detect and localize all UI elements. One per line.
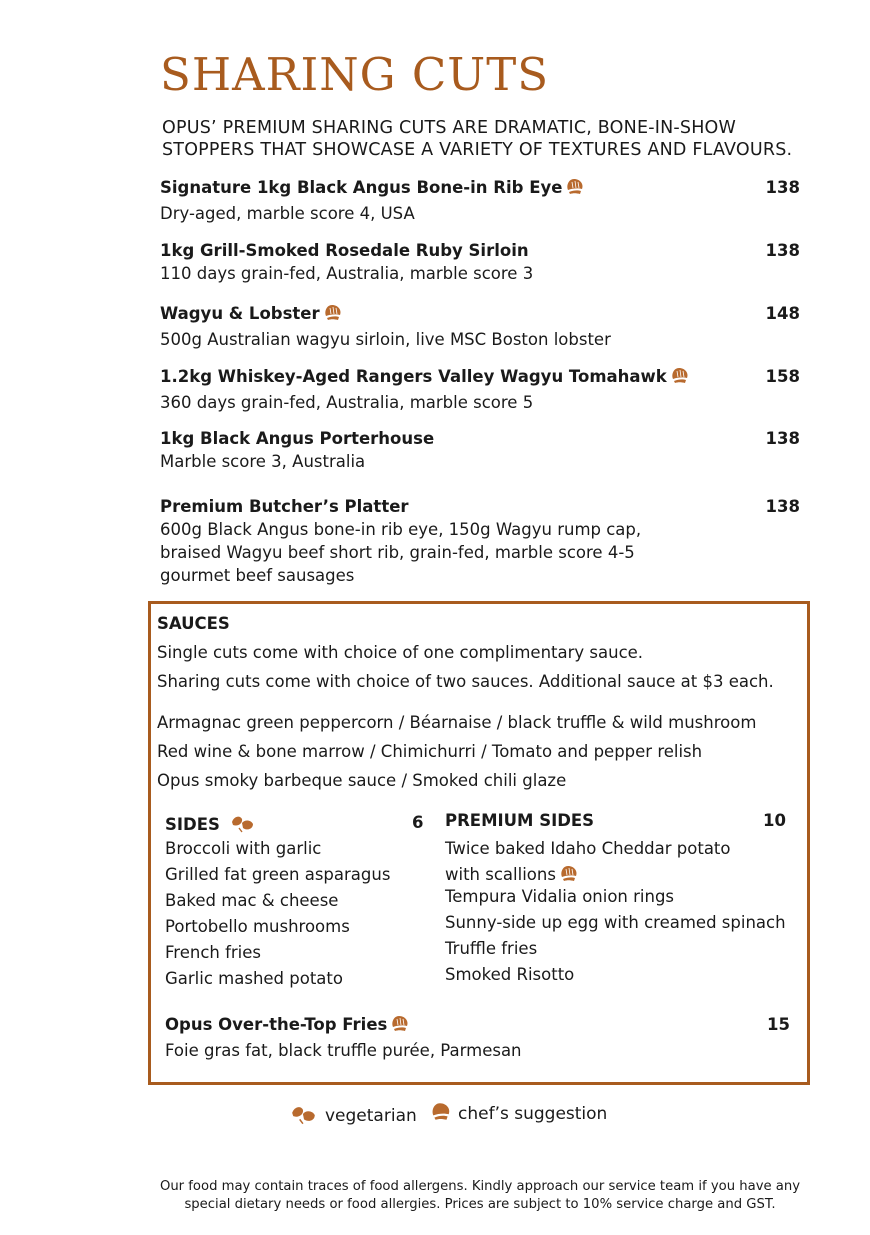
premium-side-item: Truffle fries (445, 939, 538, 958)
fries-price: 15 (767, 1015, 790, 1034)
item-description: 500g Australian wagyu sirloin, live MSC Boston lobster (160, 330, 611, 349)
sauce-options-line: Opus smoky barbeque sauce / Smoked chili glaze (157, 771, 567, 790)
side-item: Broccoli with garlic (165, 839, 322, 858)
sides-price: 6 (412, 813, 424, 832)
sauce-options-line: Armagnac green peppercorn / Béarnaise / black truffle & wild mushroom (157, 713, 757, 732)
menu-item (160, 495, 800, 587)
side-item: French fries (165, 943, 262, 962)
menu-item (160, 302, 800, 351)
fries-title: Opus Over-the-Top Fries (165, 1013, 410, 1037)
chef-suggestion-icon (559, 863, 579, 887)
menu-item (160, 427, 800, 473)
premium-side-item: Smoked Risotto (445, 965, 575, 984)
side-item: Baked mac & cheese (165, 891, 339, 910)
premium-side-item: with scallions (445, 863, 579, 887)
menu-item (160, 239, 800, 285)
item-price: 138 (765, 178, 800, 197)
item-price: 138 (765, 429, 800, 448)
item-name: 1kg Grill-Smoked Rosedale Ruby Sirloin (160, 241, 529, 260)
premium-sides-title: PREMIUM SIDES (445, 811, 595, 830)
item-price: 138 (765, 241, 800, 260)
menu-item (160, 176, 800, 225)
item-description-line: 600g Black Angus bone-in rib eye, 150g Wagyu rump cap, (160, 520, 642, 539)
item-description: 360 days grain-fed, Australia, marble score 5 (160, 393, 534, 412)
chef-suggestion-icon (323, 302, 343, 328)
item-name: Wagyu & Lobster (160, 304, 320, 323)
premium-side-item: Tempura Vidalia onion rings (445, 887, 675, 906)
item-description: 110 days grain-fed, Australia, marble score 3 (160, 264, 534, 283)
side-item: Grilled fat green asparagus (165, 865, 391, 884)
premium-side-item: Sunny-side up egg with creamed spinach (445, 913, 786, 932)
chef-suggestion-icon (390, 1013, 410, 1037)
chef-suggestion-icon (670, 365, 690, 391)
item-price: 148 (765, 304, 800, 323)
item-price: 158 (765, 367, 800, 386)
menu-item (160, 365, 800, 414)
item-description-line: gourmet beef sausages (160, 566, 355, 585)
item-description: Dry-aged, marble score 4, USA (160, 204, 415, 223)
item-name: Premium Butcher’s Platter (160, 497, 409, 516)
side-item: Garlic mashed potato (165, 969, 343, 988)
sides-title: SIDES (165, 813, 256, 837)
premium-side-item: Twice baked Idaho Cheddar potato (445, 839, 731, 858)
vegetarian-legend-icon (290, 1103, 318, 1129)
premium-sides-price: 10 (763, 811, 786, 830)
sauce-info-line: Sharing cuts come with choice of two sauces. Additional sauce at $3 each. (157, 672, 774, 691)
chef-suggestion-icon (565, 176, 585, 202)
item-name: Signature 1kg Black Angus Bone-in Rib Eye (160, 178, 563, 197)
vegetarian-icon (230, 813, 256, 837)
sauce-options-line: Red wine & bone marrow / Chimichurri / Tomato and pepper relish (157, 742, 703, 761)
sauces-title: SAUCES (157, 614, 230, 633)
item-description-line: braised Wagyu beef short rib, grain-fed, marble score 4-5 (160, 543, 635, 562)
item-name: 1kg Black Angus Porterhouse (160, 429, 435, 448)
fries-description: Foie gras fat, black truffle purée, Parmesan (165, 1041, 522, 1060)
allergen-footnote: Our food may contain traces of food allergens. Kindly approach our service team if you have any special dietary needs or food allergies. Prices are subject to 10% service charge and GST. (159, 1179, 801, 1212)
item-name: 1.2kg Whiskey-Aged Rangers Valley Wagyu Tomahawk (160, 367, 667, 386)
chef-legend-label: chef’s suggestion (458, 1104, 608, 1124)
item-description: Marble score 3, Australia (160, 452, 366, 471)
intro-text: OPUS’ PREMIUM SHARING CUTS ARE DRAMATIC, BONE-IN-SHOW STOPPERS THAT SHOWCASE A VARIETY OF TEXTURES AND FLAVOURS. (162, 118, 793, 160)
page-title: SHARING CUTS (160, 48, 550, 101)
side-item: Portobello mushrooms (165, 917, 350, 936)
chef-legend-icon (430, 1100, 452, 1126)
vegetarian-legend-label: vegetarian (325, 1106, 417, 1126)
sauce-info-line: Single cuts come with choice of one complimentary sauce. (157, 643, 644, 662)
item-price: 138 (765, 497, 800, 516)
